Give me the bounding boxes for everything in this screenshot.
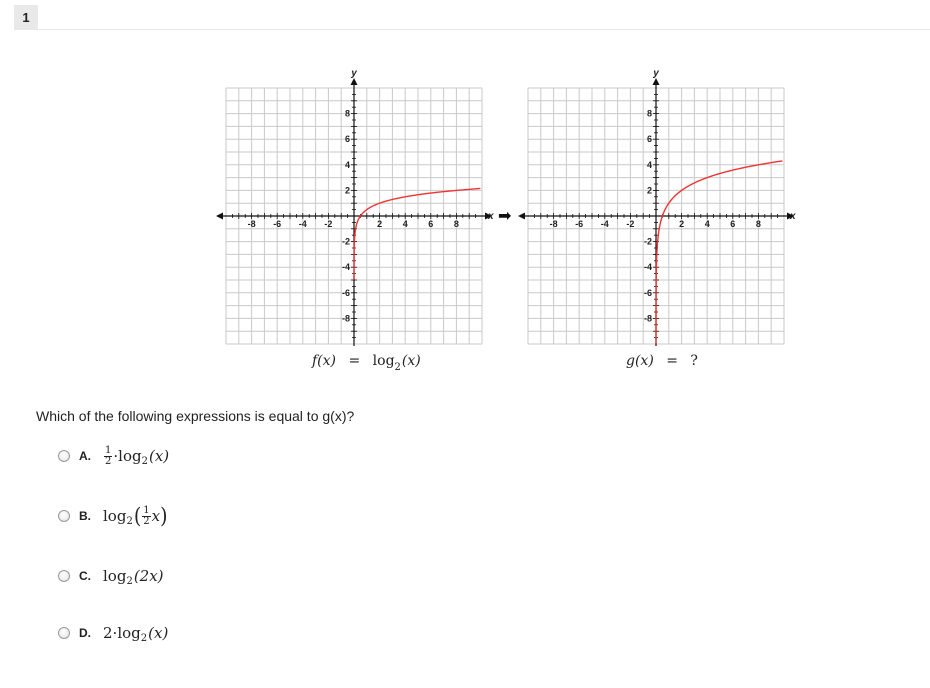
y-tick-label: -8 — [341, 313, 350, 324]
choice-a-coef — [104, 446, 112, 467]
x-tick-label: -6 — [575, 219, 584, 229]
x-tick-label: 4 — [402, 219, 408, 229]
choice-c-letter: C. — [79, 569, 91, 583]
choice-d-fn: log — [117, 624, 141, 642]
x-tick-label: -4 — [600, 219, 609, 229]
choice-b-frac — [142, 506, 150, 527]
x-tick-label: -6 — [273, 219, 282, 229]
choice-b-expr — [103, 505, 168, 527]
y-axis-arrow — [351, 78, 358, 85]
y-tick-label: -8 — [643, 313, 652, 324]
y-tick-label: 8 — [646, 108, 652, 119]
x-axis-arrow-left — [216, 213, 223, 220]
choice-a-arg: (x) — [148, 447, 170, 465]
choice-d[interactable] — [58, 621, 168, 645]
y-tick-label: 6 — [344, 134, 350, 145]
x-tick-label: 8 — [755, 219, 761, 229]
f-caption-eq: = — [348, 353, 361, 369]
f-caption-arg: (x) — [401, 353, 421, 369]
choice-b-open: ( — [133, 503, 142, 529]
choice-a-base: 2 — [141, 455, 148, 467]
x-tick-label: 6 — [730, 219, 736, 229]
transform-arrow-icon: ➡ — [498, 206, 512, 225]
choice-b-close: ) — [160, 503, 168, 529]
y-axis-label: y — [653, 68, 659, 79]
choice-d-arg: (x) — [148, 624, 169, 642]
choice-c-base: 2 — [126, 575, 133, 587]
x-axis-label: x — [790, 211, 796, 222]
choice-d-expr — [103, 624, 168, 642]
radio-c[interactable] — [58, 570, 70, 582]
y-tick-label: 4 — [344, 159, 350, 170]
x-tick-label: -8 — [247, 219, 256, 229]
radio-d[interactable] — [58, 627, 70, 639]
choice-d-coef: 2 — [103, 624, 113, 642]
y-axis-label: y — [351, 68, 357, 79]
y-axis-arrow — [653, 78, 660, 85]
g-caption-lhs: g(x) — [626, 353, 654, 369]
choice-b-frac-den: 2 — [143, 515, 150, 527]
radio-a[interactable] — [58, 450, 70, 462]
x-tick-label: 8 — [453, 219, 459, 229]
y-tick-label: 8 — [344, 108, 350, 119]
choice-c[interactable] — [58, 564, 164, 588]
question-text: Which of the following expressions is equal to g(x)? — [36, 408, 355, 424]
choice-d-base: 2 — [140, 632, 148, 644]
choice-c-fn: log — [103, 567, 127, 585]
choice-b-fn: log — [103, 507, 127, 525]
y-tick-label: -4 — [643, 262, 652, 273]
y-tick-label: -4 — [341, 262, 350, 273]
x-axis-label: x — [488, 211, 494, 222]
choice-b-letter: B. — [79, 509, 91, 523]
choice-a-fn: log — [118, 447, 142, 465]
f-caption-base: 2 — [394, 362, 401, 373]
question-number: 1 — [14, 5, 38, 30]
g-curve — [656, 161, 782, 344]
y-tick-label: 2 — [344, 185, 350, 196]
choice-b-frac-num: 1 — [143, 504, 150, 516]
f-plot — [216, 68, 494, 346]
g-caption-rhs: ? — [690, 353, 698, 369]
y-tick-label: 4 — [646, 159, 652, 170]
choice-d-dot: · — [112, 624, 118, 642]
x-tick-label: -2 — [324, 219, 333, 229]
choice-b[interactable] — [58, 504, 168, 528]
f-caption — [312, 353, 421, 373]
x-tick-label: -8 — [549, 219, 558, 229]
x-tick-label: 2 — [377, 219, 383, 229]
g-plot — [518, 68, 796, 346]
choice-b-base: 2 — [126, 515, 133, 527]
choice-c-expr — [103, 567, 164, 585]
x-tick-label: 6 — [428, 219, 434, 229]
choice-a[interactable] — [58, 444, 169, 468]
x-tick-label: -4 — [298, 219, 307, 229]
choice-a-letter: A. — [79, 449, 91, 463]
choice-a-dot: · — [113, 447, 119, 465]
y-tick-label: -2 — [643, 236, 652, 247]
choice-c-arg: (2x) — [133, 567, 164, 585]
x-tick-label: -2 — [626, 219, 635, 229]
y-tick-label: 2 — [646, 185, 652, 196]
x-tick-label: 2 — [679, 219, 685, 229]
x-axis-arrow-left — [518, 213, 525, 220]
f-caption-fn: log — [372, 353, 395, 369]
choice-d-letter: D. — [79, 626, 91, 640]
g-caption-eq: = — [666, 353, 678, 369]
choice-a-coef-den: 2 — [105, 455, 112, 467]
f-caption-lhs: f(x) — [312, 353, 337, 369]
radio-b[interactable] — [58, 510, 70, 522]
y-tick-label: -6 — [643, 287, 652, 298]
y-tick-label: 6 — [646, 134, 652, 145]
choice-a-expr — [103, 446, 169, 467]
f-curve — [354, 188, 480, 279]
y-tick-label: -2 — [341, 236, 350, 247]
x-tick-label: 4 — [704, 219, 710, 229]
g-caption — [626, 353, 698, 369]
choice-b-var: x — [151, 507, 161, 525]
y-tick-label: -6 — [341, 287, 350, 298]
choice-a-coef-num: 1 — [105, 444, 112, 456]
